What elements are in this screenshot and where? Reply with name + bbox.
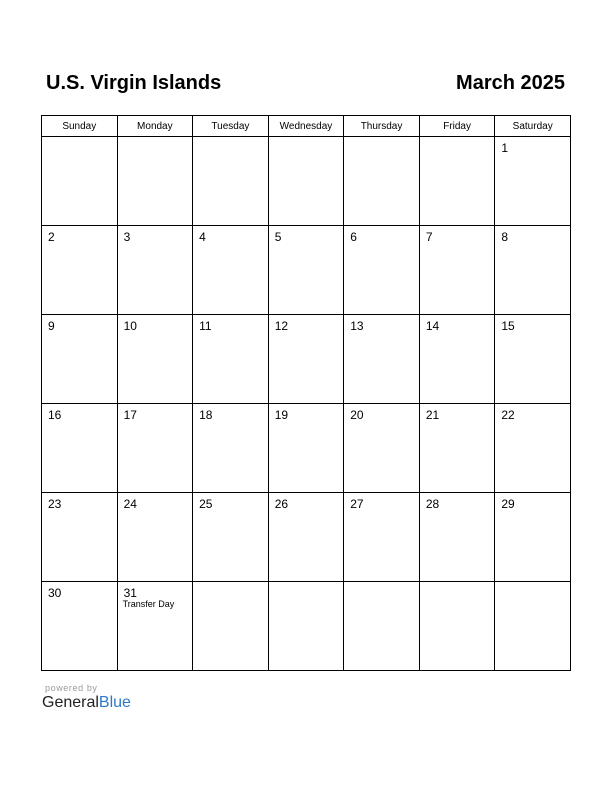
day-cell (344, 493, 420, 582)
day-number: 11 (199, 319, 212, 333)
weekday-header-row (42, 116, 571, 137)
day-number: 4 (199, 230, 206, 244)
day-cell (495, 226, 571, 315)
day-number: 25 (199, 497, 213, 511)
day-number: 21 (425, 408, 440, 422)
day-cell (193, 226, 269, 315)
day-cell (117, 582, 193, 671)
day-number: 23 (48, 497, 62, 511)
day-cell (42, 404, 118, 493)
day-cell (193, 404, 269, 493)
day-cell (268, 315, 344, 404)
day-number: 2 (48, 230, 55, 244)
brand-general-text: General (42, 694, 99, 711)
day-cell (495, 137, 571, 226)
brand-blue-text: Blue (98, 694, 131, 711)
day-number: 14 (425, 319, 440, 333)
calendar-grid (41, 115, 571, 671)
weekday-header: Sunday (42, 116, 118, 137)
day-cell (268, 582, 344, 671)
month-year-title: March 2025 (456, 72, 565, 94)
day-cell (193, 137, 269, 226)
weekday-header: Saturday (495, 116, 571, 137)
day-cell (419, 137, 495, 226)
day-cell (117, 315, 193, 404)
day-number: 20 (350, 408, 364, 422)
day-number: 7 (425, 230, 433, 244)
day-cell (344, 582, 420, 671)
week-row (42, 137, 571, 226)
weekday-header: Thursday (344, 116, 420, 137)
day-cell (117, 226, 193, 315)
day-number: 17 (123, 408, 137, 422)
day-number: 8 (501, 230, 509, 244)
day-cell (344, 404, 420, 493)
weekday-header: Wednesday (268, 116, 344, 137)
holiday-label: Transfer Day (122, 599, 175, 609)
day-number: 1 (501, 141, 509, 155)
day-cell (495, 404, 571, 493)
day-number: 9 (48, 319, 55, 333)
week-row (42, 315, 571, 404)
week-row (42, 493, 571, 582)
day-cell (419, 315, 495, 404)
week-row (42, 226, 571, 315)
day-number: 29 (501, 497, 515, 511)
day-cell (268, 404, 344, 493)
day-number: 15 (501, 319, 515, 333)
week-row (42, 582, 571, 671)
weekday-header: Friday (419, 116, 495, 137)
day-number: 26 (274, 497, 289, 511)
day-number: 13 (350, 319, 364, 333)
day-cell (344, 137, 420, 226)
day-cell (419, 493, 495, 582)
day-cell (495, 315, 571, 404)
day-cell (117, 404, 193, 493)
weekday-header: Tuesday (193, 116, 269, 137)
day-number: 16 (48, 408, 62, 422)
day-cell (344, 315, 420, 404)
day-cell (193, 315, 269, 404)
calendar-title: U.S. Virgin Islands (46, 72, 222, 94)
generalblue-logo[interactable] (42, 694, 131, 712)
day-cell (419, 582, 495, 671)
day-cell (193, 493, 269, 582)
day-cell (42, 137, 118, 226)
day-number: 18 (199, 408, 213, 422)
day-cell (419, 404, 495, 493)
day-number: 30 (48, 586, 62, 600)
day-number: 12 (274, 319, 289, 333)
day-cell (268, 493, 344, 582)
day-cell (42, 493, 118, 582)
day-cell (42, 582, 118, 671)
day-number: 6 (350, 230, 357, 244)
day-cell (42, 315, 118, 404)
day-cell (344, 226, 420, 315)
day-number: 27 (350, 497, 364, 511)
day-number: 28 (425, 497, 440, 511)
weekday-header: Monday (117, 116, 193, 137)
day-cell (117, 137, 193, 226)
day-cell (268, 137, 344, 226)
day-cell (117, 493, 193, 582)
day-cell (495, 582, 571, 671)
day-number: 19 (274, 408, 289, 422)
day-cell (42, 226, 118, 315)
day-number: 31 (123, 586, 137, 600)
week-row (42, 404, 571, 493)
day-cell (193, 582, 269, 671)
day-number: 3 (123, 230, 131, 244)
day-cell (419, 226, 495, 315)
day-number: 24 (123, 497, 137, 511)
powered-by-label: powered by (45, 683, 98, 693)
day-cell (495, 493, 571, 582)
day-number: 10 (123, 319, 137, 333)
day-number: 5 (274, 230, 282, 244)
day-cell (268, 226, 344, 315)
day-number: 22 (501, 408, 515, 422)
